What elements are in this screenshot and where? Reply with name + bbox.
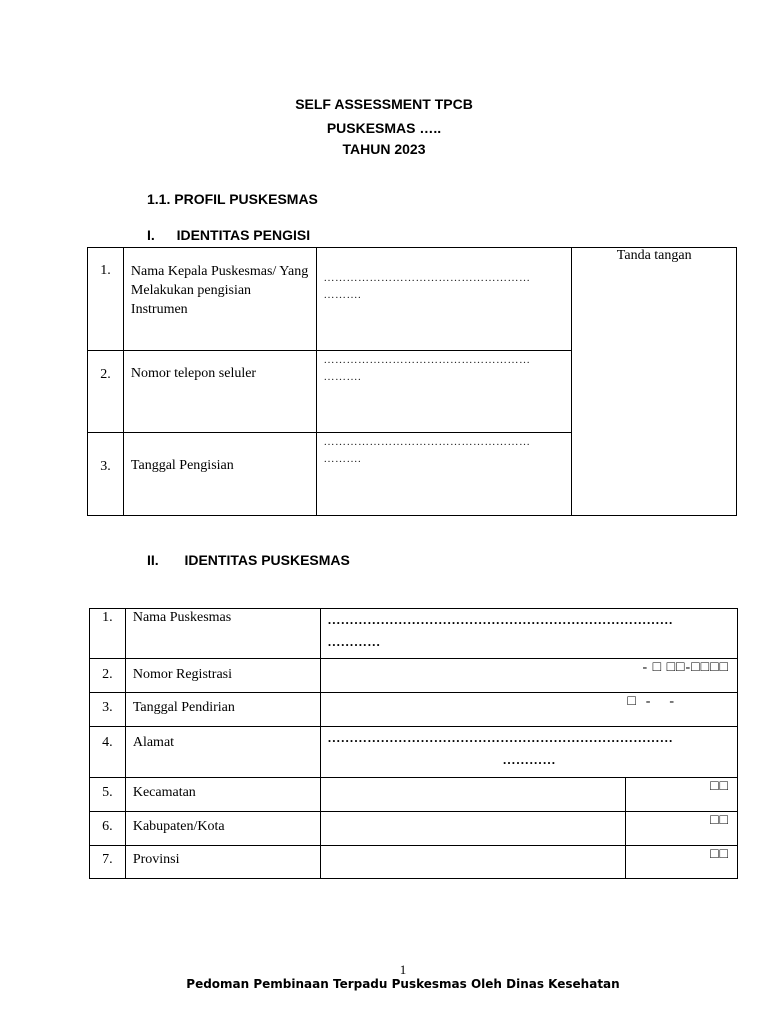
row-label: Tanggal Pengisian bbox=[123, 433, 316, 516]
nama-puskesmas-field[interactable] bbox=[321, 609, 738, 659]
tanggal-pendirian-field[interactable]: □ - - bbox=[321, 693, 738, 727]
row-number: 2. bbox=[88, 351, 124, 433]
table-row bbox=[90, 812, 738, 846]
row-number: 1. bbox=[90, 609, 126, 659]
row-number: 4. bbox=[90, 727, 126, 778]
table-row bbox=[90, 727, 738, 778]
dotted-line: ………. bbox=[323, 289, 362, 301]
dotted-line: ………… bbox=[327, 634, 381, 649]
page-number: 1 bbox=[399, 962, 407, 977]
document-subtitle: PUSKESMAS ….. bbox=[326, 120, 442, 136]
provinsi-field[interactable] bbox=[321, 846, 626, 879]
kabupaten-kota-code-field[interactable]: □□ bbox=[626, 812, 738, 846]
row-label: Kecamatan bbox=[125, 778, 320, 812]
puskesmas-table bbox=[89, 608, 738, 879]
pengisi-table bbox=[87, 247, 737, 516]
section-profile-heading: 1.1. PROFIL PUSKESMAS bbox=[147, 191, 318, 207]
nomor-registrasi-field[interactable]: - □ □□-□□□□ bbox=[321, 659, 738, 693]
document-year: TAHUN 2023 bbox=[342, 141, 426, 157]
table-row bbox=[88, 248, 737, 351]
dotted-line: …………………………………………………………………… bbox=[327, 730, 674, 745]
dotted-line: ……………………………………………… bbox=[323, 354, 531, 366]
alamat-field[interactable] bbox=[321, 727, 738, 778]
section-pengisi-label: IDENTITAS PENGISI bbox=[176, 227, 311, 243]
section-pengisi-roman: I. bbox=[147, 227, 155, 243]
dotted-line: …………………………………………………………………… bbox=[327, 612, 674, 627]
section-puskesmas-label: IDENTITAS PUSKESMAS bbox=[184, 552, 350, 568]
table-row bbox=[90, 659, 738, 693]
row-number: 6. bbox=[90, 812, 126, 846]
table-row bbox=[90, 693, 738, 727]
row-label: Nomor Registrasi bbox=[125, 659, 320, 693]
row-label: Provinsi bbox=[125, 846, 320, 879]
dotted-line: ………… bbox=[502, 752, 556, 767]
signature-label: Tanda tangan bbox=[616, 248, 692, 263]
document-title: SELF ASSESSMENT TPCB bbox=[295, 96, 473, 112]
section-puskesmas-roman: II. bbox=[147, 552, 159, 568]
row-number: 5. bbox=[90, 778, 126, 812]
kecamatan-code-field[interactable]: □□ bbox=[626, 778, 738, 812]
dotted-line: ………. bbox=[323, 371, 362, 383]
row-number: 3. bbox=[88, 433, 124, 516]
row-label: Nomor telepon seluler bbox=[123, 351, 316, 433]
dotted-line: ……………………………………………… bbox=[323, 272, 531, 284]
page-footer: Pedoman Pembinaan Terpadu Puskesmas Oleh Dinas Kesehatan bbox=[186, 977, 620, 991]
kecamatan-field[interactable] bbox=[321, 778, 626, 812]
row-number: 2. bbox=[90, 659, 126, 693]
row-number: 7. bbox=[90, 846, 126, 879]
section-puskesmas-heading bbox=[147, 552, 350, 568]
table-row bbox=[90, 609, 738, 659]
signature-box[interactable] bbox=[572, 248, 737, 516]
row-label: Kabupaten/Kota bbox=[125, 812, 320, 846]
table-row bbox=[90, 846, 738, 879]
row-label: Tanggal Pendirian bbox=[125, 693, 320, 727]
nomor-telepon-field[interactable] bbox=[316, 351, 572, 433]
dotted-line: ……………………………………………… bbox=[323, 436, 531, 448]
section-pengisi-heading bbox=[147, 227, 310, 243]
nama-kepala-field[interactable] bbox=[316, 248, 572, 351]
tanggal-pengisian-field[interactable] bbox=[316, 433, 572, 516]
row-label: Alamat bbox=[125, 727, 320, 778]
kabupaten-kota-field[interactable] bbox=[321, 812, 626, 846]
dotted-line: ………. bbox=[323, 453, 362, 465]
row-number: 1. bbox=[88, 248, 124, 351]
table-row bbox=[90, 778, 738, 812]
row-label: Nama Puskesmas bbox=[125, 609, 320, 659]
row-number: 3. bbox=[90, 693, 126, 727]
row-label: Nama Kepala Puskesmas/ Yang Melakukan pengisian Instrumen bbox=[123, 248, 316, 351]
provinsi-code-field[interactable]: □□ bbox=[626, 846, 738, 879]
